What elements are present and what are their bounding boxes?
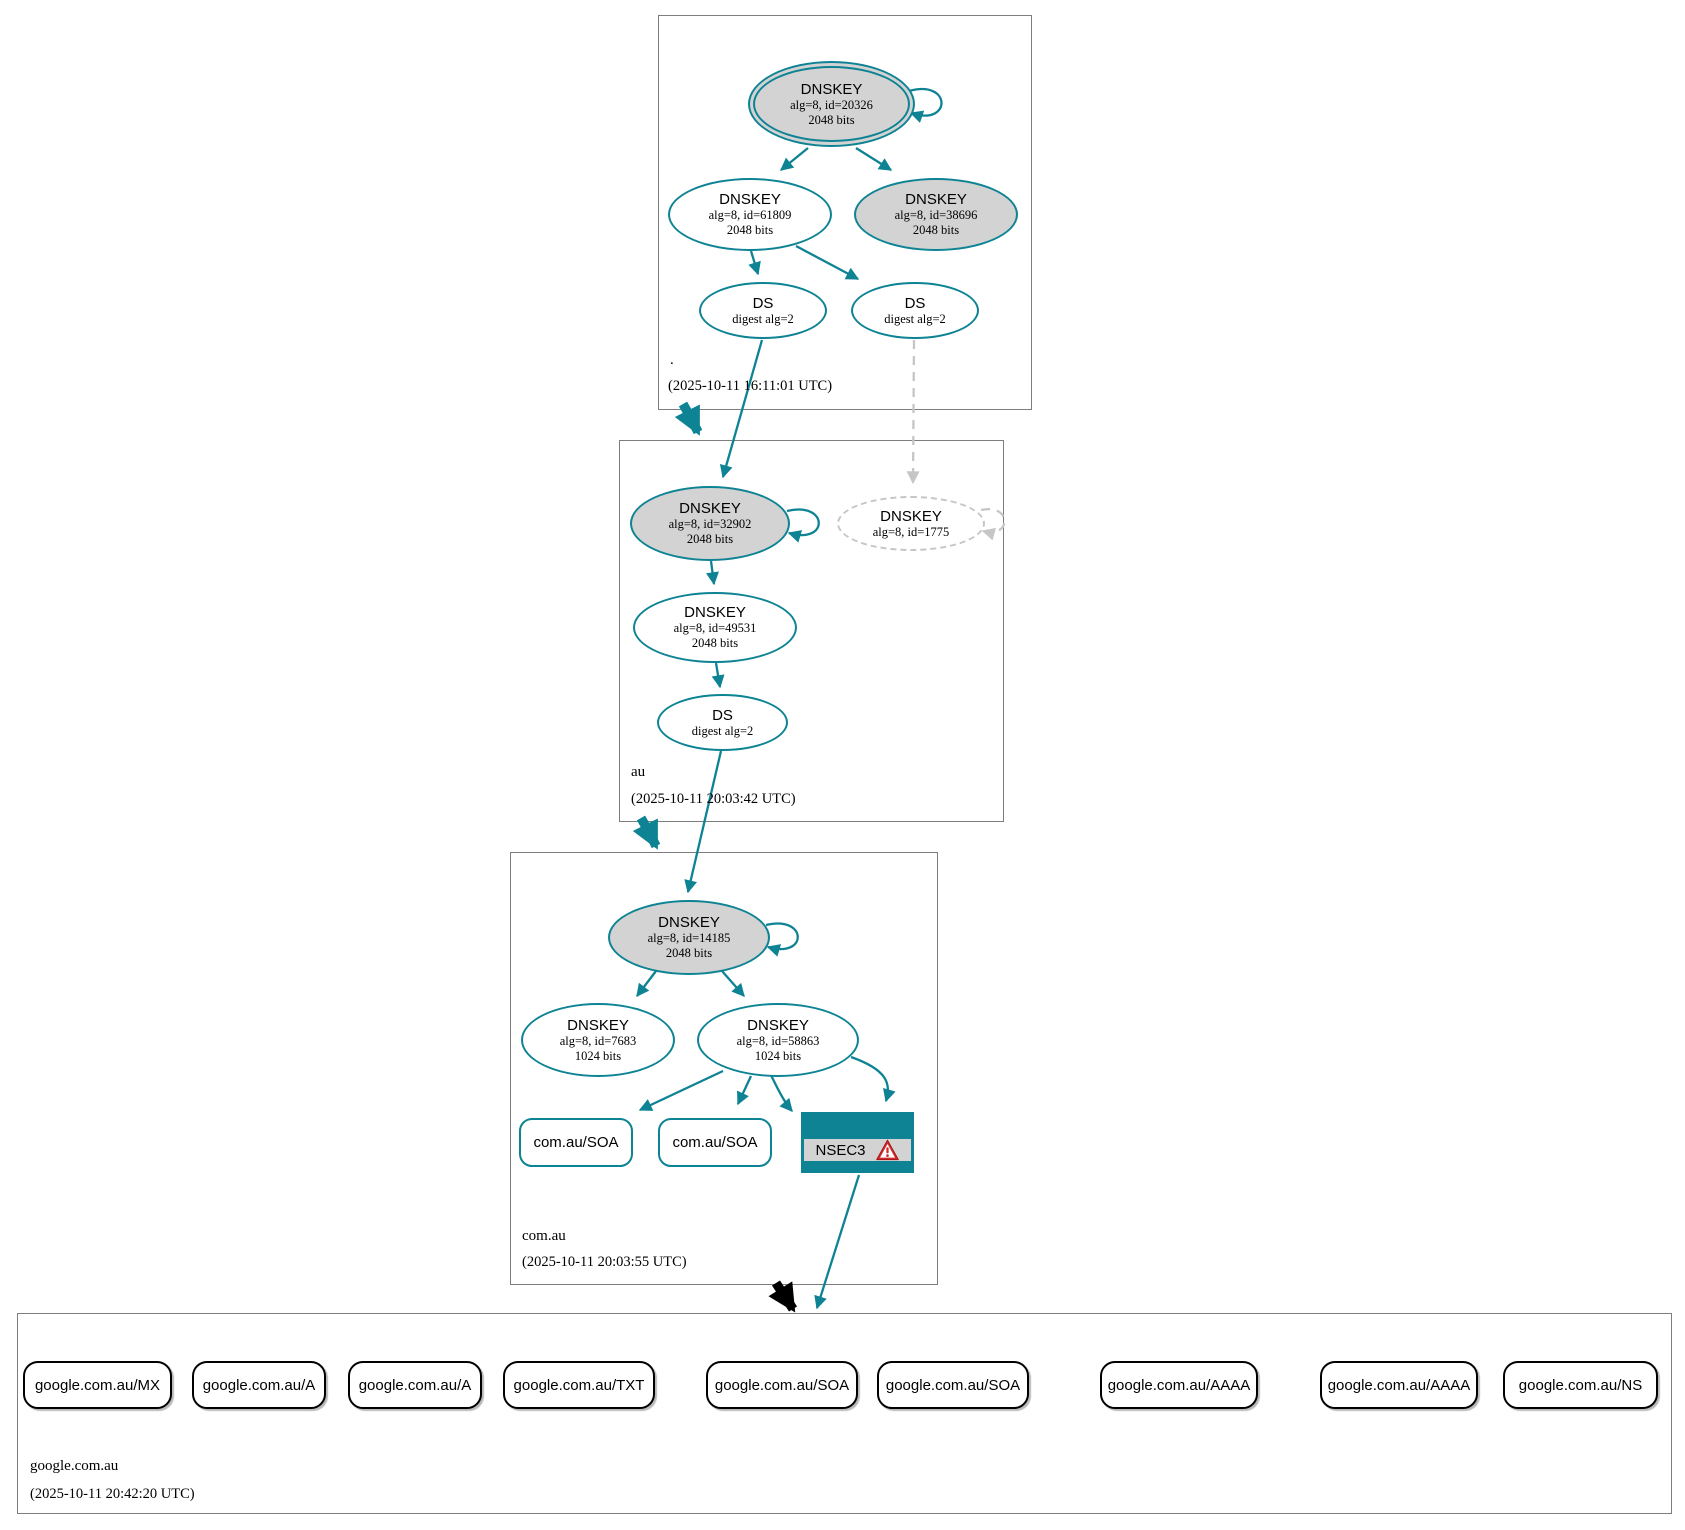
rrset-node-google-com-au-mx[interactable]: google.com.au/MX (23, 1361, 172, 1409)
rrset-node-com-au-soa-2[interactable]: com.au/SOA (658, 1118, 772, 1167)
node-bits: 1024 bits (574, 1048, 622, 1063)
node-title: DNSKEY (719, 191, 781, 208)
node-bits: 2048 bits (912, 223, 960, 237)
node-bits: 1024 bits (754, 1048, 802, 1063)
zone-label-au: au (631, 764, 646, 780)
node-title: DNSKEY (679, 500, 741, 517)
ds-node-root-1[interactable] (699, 282, 827, 339)
edge-ksk20326-to-ksk38696 (856, 148, 891, 170)
edge-zsk61809-to-ds1 (751, 251, 758, 274)
rrset-node-google-com-au-a-2[interactable]: google.com.au/A (348, 1361, 482, 1409)
node-detail: alg=8, id=61809 (708, 208, 792, 222)
rrset-node-google-com-au-soa-1[interactable]: google.com.au/SOA (706, 1361, 858, 1409)
rrset-node-google-com-au-a-1[interactable]: google.com.au/A (192, 1361, 326, 1409)
node-bits: 2048 bits (726, 223, 774, 237)
node-detail: digest alg=2 (691, 723, 754, 738)
edge-ksk14185-to-zsk7683 (637, 971, 656, 996)
edge-zsk58863-to-nsec3-left (770, 1073, 792, 1111)
zone-timestamp-google-com-au: (2025-10-11 20:42:20 UTC) (30, 1486, 195, 1502)
dnskey-node-61809[interactable] (668, 178, 832, 251)
node-detail: digest alg=2 (732, 311, 794, 326)
node-detail: alg=8, id=14185 (647, 931, 731, 945)
node-bits: 2048 bits (691, 636, 739, 650)
node-bits: 2048 bits (808, 112, 855, 127)
dnskey-node-38696[interactable] (854, 178, 1018, 251)
dnskey-node-7683[interactable] (521, 1003, 675, 1077)
rrset-node-google-com-au-aaaa-2[interactable]: google.com.au/AAAA (1320, 1361, 1478, 1409)
edge-ds-root-to-ghost-dnskey (913, 340, 914, 483)
edge-ksk14185-to-zsk58863 (722, 971, 744, 996)
dnskey-node-49531[interactable] (633, 592, 797, 663)
edge-ksk20326-to-zsk61809 (781, 148, 808, 170)
node-detail: alg=8, id=32902 (668, 517, 752, 531)
dnskey-node-14185-ksk[interactable] (608, 900, 770, 975)
node-detail: alg=8, id=7683 (559, 1033, 637, 1048)
edge-ds-au-to-ksk14185 (688, 751, 721, 892)
edge-zsk58863-to-nsec3-right (851, 1057, 888, 1101)
arrow-com-au-to-google-insecure (776, 1283, 793, 1309)
edge-ksk32902-to-zsk49531 (711, 561, 714, 584)
zone-timestamp-root: (2025-10-11 16:11:01 UTC) (668, 378, 833, 394)
rrset-node-com-au-soa-1[interactable]: com.au/SOA (519, 1118, 633, 1167)
edge-ksk32902-self-loop (787, 510, 819, 536)
dnskey-node-32902-ksk[interactable] (630, 486, 790, 561)
node-title: DS (752, 294, 774, 312)
node-title: DS (904, 294, 926, 312)
dnskey-node-1775-ghost[interactable] (837, 496, 985, 551)
edge-zsk61809-to-ds2 (796, 246, 858, 279)
node-title: DNSKEY (658, 914, 720, 931)
ds-node-root-2[interactable] (851, 282, 979, 339)
rrset-node-google-com-au-ns[interactable]: google.com.au/NS (1503, 1361, 1658, 1409)
node-detail: alg=8, id=20326 (790, 97, 873, 112)
edge-ds-root-to-ksk32902 (723, 340, 762, 477)
arrow-au-to-com-au-secure (641, 818, 656, 846)
zone-timestamp-com-au: (2025-10-11 20:03:55 UTC) (522, 1254, 687, 1270)
node-title: DS (712, 706, 733, 724)
node-detail: alg=8, id=58863 (736, 1033, 820, 1048)
rrset-node-google-com-au-soa-2[interactable]: google.com.au/SOA (877, 1361, 1029, 1409)
zone-label-root: . (670, 352, 674, 368)
dnskey-node-20326-ksk[interactable] (748, 61, 915, 147)
edge-nsec3-to-google-zone (817, 1175, 859, 1308)
node-title: DNSKEY (800, 80, 863, 98)
node-bits: 2048 bits (686, 532, 734, 546)
ds-node-au[interactable] (657, 694, 788, 751)
node-title: DNSKEY (747, 1016, 809, 1034)
edge-ksk14185-self-loop (766, 924, 798, 950)
edge-zsk58863-to-soa1 (640, 1071, 723, 1110)
node-title: DNSKEY (684, 604, 746, 621)
node-detail: alg=8, id=38696 (894, 208, 978, 222)
node-detail: digest alg=2 (884, 311, 946, 326)
node-title: DNSKEY (880, 507, 942, 525)
nsec3-label: NSEC3 (815, 1141, 866, 1159)
zone-label-google-com-au: google.com.au (30, 1458, 119, 1474)
rrset-node-google-com-au-aaaa-1[interactable]: google.com.au/AAAA (1100, 1361, 1258, 1409)
arrow-root-to-au-secure (683, 404, 698, 432)
dnskey-node-58863[interactable] (697, 1003, 859, 1077)
node-title: DNSKEY (905, 191, 967, 208)
edge-zsk49531-to-ds-au (716, 663, 720, 687)
node-bits: 2048 bits (665, 946, 713, 960)
zone-label-com-au: com.au (522, 1228, 566, 1244)
warning-icon (875, 1139, 900, 1161)
nsec3-node[interactable] (801, 1112, 914, 1173)
zone-timestamp-au: (2025-10-11 20:03:42 UTC) (631, 791, 796, 807)
node-title: DNSKEY (567, 1016, 629, 1034)
rrset-node-google-com-au-txt[interactable]: google.com.au/TXT (503, 1361, 655, 1409)
edge-zsk58863-to-soa2 (738, 1076, 751, 1104)
node-detail: alg=8, id=1775 (872, 524, 950, 539)
node-detail: alg=8, id=49531 (673, 621, 757, 635)
